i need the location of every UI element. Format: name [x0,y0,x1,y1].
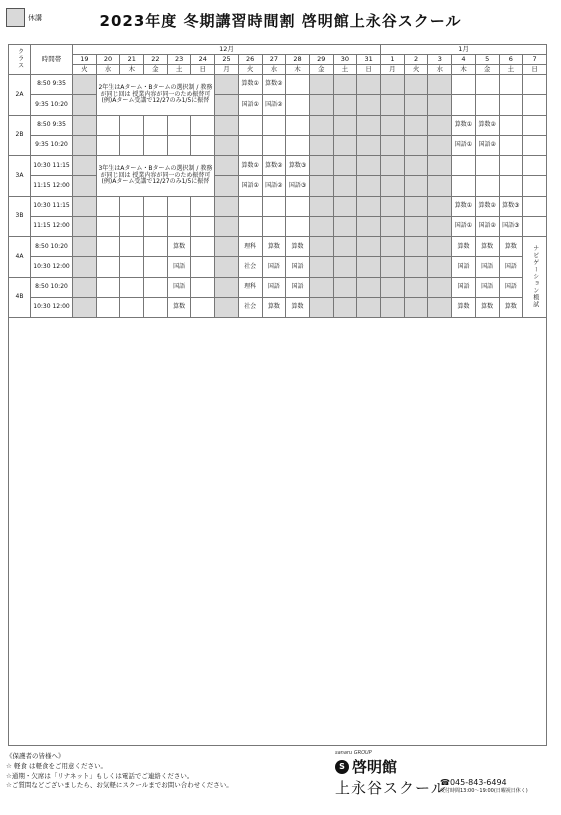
lesson-cell: 国語① [238,176,262,196]
month-jan: 1月 [381,45,547,55]
lesson-cell: 理科 [238,237,262,257]
weekday-cell: 土 [333,65,357,75]
lesson-cell: 算数 [499,297,523,317]
lesson-cell: 国語 [452,257,476,277]
brand-group: sanaru GROUP [335,750,372,756]
lesson-cell: 国語① [452,216,476,236]
lesson-cell: 算数① [238,75,262,95]
lesson-cell: 算数① [238,156,262,176]
lesson-cell: 算数 [475,237,499,257]
lesson-cell: 算数 [262,297,286,317]
date-cell: 24 [191,55,215,65]
time-cell: 11:15 12:00 [31,216,73,236]
lesson-cell: 国語 [286,257,310,277]
3rd-grade-note: 3年生はAターム・Bタームの選択制 / 教務が同じ回は 授業内容が同一のため振替可 (例)Aターム受講で12/27のみ1/5に振替 [96,156,214,197]
remaining-schedule-area [9,318,547,746]
lesson-cell: 算数 [452,237,476,257]
lesson-cell: 国語 [499,277,523,297]
time-cell: 10:30 12:00 [31,257,73,277]
lesson-cell: 算数② [262,156,286,176]
date-cell: 5 [475,55,499,65]
time-cell: 10:30 11:15 [31,196,73,216]
weekday-cell: 火 [238,65,262,75]
lesson-cell: 算数 [286,237,310,257]
contact-info [440,778,528,794]
phone-number: ☎045-843-6494 [440,778,507,787]
time-cell: 8:50 9:35 [31,115,73,135]
lesson-cell: 理科 [238,277,262,297]
lesson-cell: 算数① [452,115,476,135]
2nd-grade-note: 2年生はAターム・Bタームの選択制 / 教務が同じ回は 授業内容が同一のため振替可 (例)Aターム受講で12/27のみ1/5に振替 [96,75,214,116]
time-header: 時間帯 [31,45,73,75]
lesson-cell: 算数 [475,297,499,317]
weekday-cell: 木 [286,65,310,75]
lesson-cell: 算数 [167,297,191,317]
date-cell: 19 [73,55,97,65]
lesson-cell: 国語 [475,257,499,277]
date-cell: 1 [381,55,405,65]
brand-name: 啓明館 [352,758,398,776]
lesson-cell: 国語 [167,257,191,277]
date-cell: 29 [309,55,333,65]
date-cell: 26 [238,55,262,65]
lesson-cell: 国語① [238,95,262,115]
weekday-cell: 水 [96,65,120,75]
brand-emblem-icon: S [335,760,349,774]
class-header: クラス [9,45,31,75]
date-cell: 6 [499,55,523,65]
lesson-cell: 国語 [262,257,286,277]
lesson-cell: 社会 [238,257,262,277]
legend-label: 休講 [28,13,42,22]
lesson-cell: 算数 [167,237,191,257]
lesson-cell: 国語② [475,135,499,155]
office-hours: 受付時間13:00〜19:00(日曜祝日休く) [440,788,528,794]
month-dec: 12月 [73,45,381,55]
lesson-cell: 算数 [499,237,523,257]
weekday-cell: 日 [191,65,215,75]
time-cell: 10:30 11:15 [31,156,73,176]
weekday-cell: 木 [120,65,144,75]
date-cell: 27 [262,55,286,65]
date-cell: 3 [428,55,452,65]
date-cell: 31 [357,55,381,65]
weekday-cell: 月 [381,65,405,75]
class-3A: 3A [9,156,31,197]
weekday-cell: 火 [73,65,97,75]
date-cell: 7 [523,55,547,65]
time-cell: 11:15 12:00 [31,176,73,196]
weekday-cell: 日 [357,65,381,75]
lesson-cell: 国語 [499,257,523,277]
date-cell: 22 [144,55,168,65]
timetable [8,44,547,746]
lesson-cell: 算数② [475,196,499,216]
weekday-cell: 水 [428,65,452,75]
time-cell: 8:50 10:20 [31,237,73,257]
class-4A: 4A [9,237,31,278]
lesson-cell: 国語 [475,277,499,297]
time-cell: 10:30 12:00 [31,297,73,317]
footer-notes [6,752,233,791]
weekday-cell: 金 [309,65,333,75]
lesson-cell: 算数 [286,297,310,317]
lesson-cell: 算数② [262,75,286,95]
lesson-cell: 国語② [262,176,286,196]
date-cell: 2 [404,55,428,65]
weekday-cell: 木 [452,65,476,75]
lesson-cell: 国語 [452,277,476,297]
footer-heading: 《保護者の皆様へ》 [6,752,65,760]
class-2B: 2B [9,115,31,156]
weekday-cell: 火 [404,65,428,75]
date-cell: 21 [120,55,144,65]
lesson-cell: 算数 [262,237,286,257]
date-cell: 4 [452,55,476,65]
date-cell: 30 [333,55,357,65]
weekday-cell: 土 [167,65,191,75]
school-name: 上永谷スクール [335,779,447,797]
time-cell: 8:50 9:35 [31,75,73,95]
weekday-cell: 金 [475,65,499,75]
footer-line: ☆ 軽食 は軽食をご用意ください。 [6,761,107,770]
date-cell: 20 [96,55,120,65]
side-navi: ナビゲーション模試 [523,237,547,318]
lesson-cell: 国語 [262,277,286,297]
brand-logo [335,750,447,798]
weekday-cell: 日 [523,65,547,75]
lesson-cell: 国語 [286,277,310,297]
lesson-cell: 国語① [452,135,476,155]
lesson-cell: 算数 [452,297,476,317]
time-cell: 9:35 10:20 [31,135,73,155]
weekday-cell: 月 [215,65,239,75]
lesson-cell: 算数③ [499,196,523,216]
class-3B: 3B [9,196,31,237]
lesson-cell: 国語② [262,95,286,115]
lesson-cell: 算数② [475,115,499,135]
time-cell: 9:35 10:20 [31,95,73,115]
class-2A: 2A [9,75,31,116]
lesson-cell: 国語③ [286,176,310,196]
time-cell: 8:50 10:20 [31,277,73,297]
weekday-cell: 金 [144,65,168,75]
date-cell: 28 [286,55,310,65]
date-cell: 25 [215,55,239,65]
lesson-cell: 国語③ [499,216,523,236]
lesson-cell: 社会 [238,297,262,317]
lesson-cell: 算数③ [286,156,310,176]
class-4B: 4B [9,277,31,318]
footer-line: ☆通期・欠席は「リナネット」もしくは電話でご連絡ください。 [6,771,194,780]
footer-line: ☆ご質問などございましたら、お気軽にスクールまでお問い合わせください。 [6,781,233,790]
lesson-cell: 算数① [452,196,476,216]
weekday-cell: 水 [262,65,286,75]
lesson-cell: 国語② [475,216,499,236]
page-title: 2023年度 冬期講習時間割 啓明館上永谷スクール [99,12,462,30]
lesson-cell: 国語 [167,277,191,297]
date-cell: 23 [167,55,191,65]
weekday-cell: 土 [499,65,523,75]
